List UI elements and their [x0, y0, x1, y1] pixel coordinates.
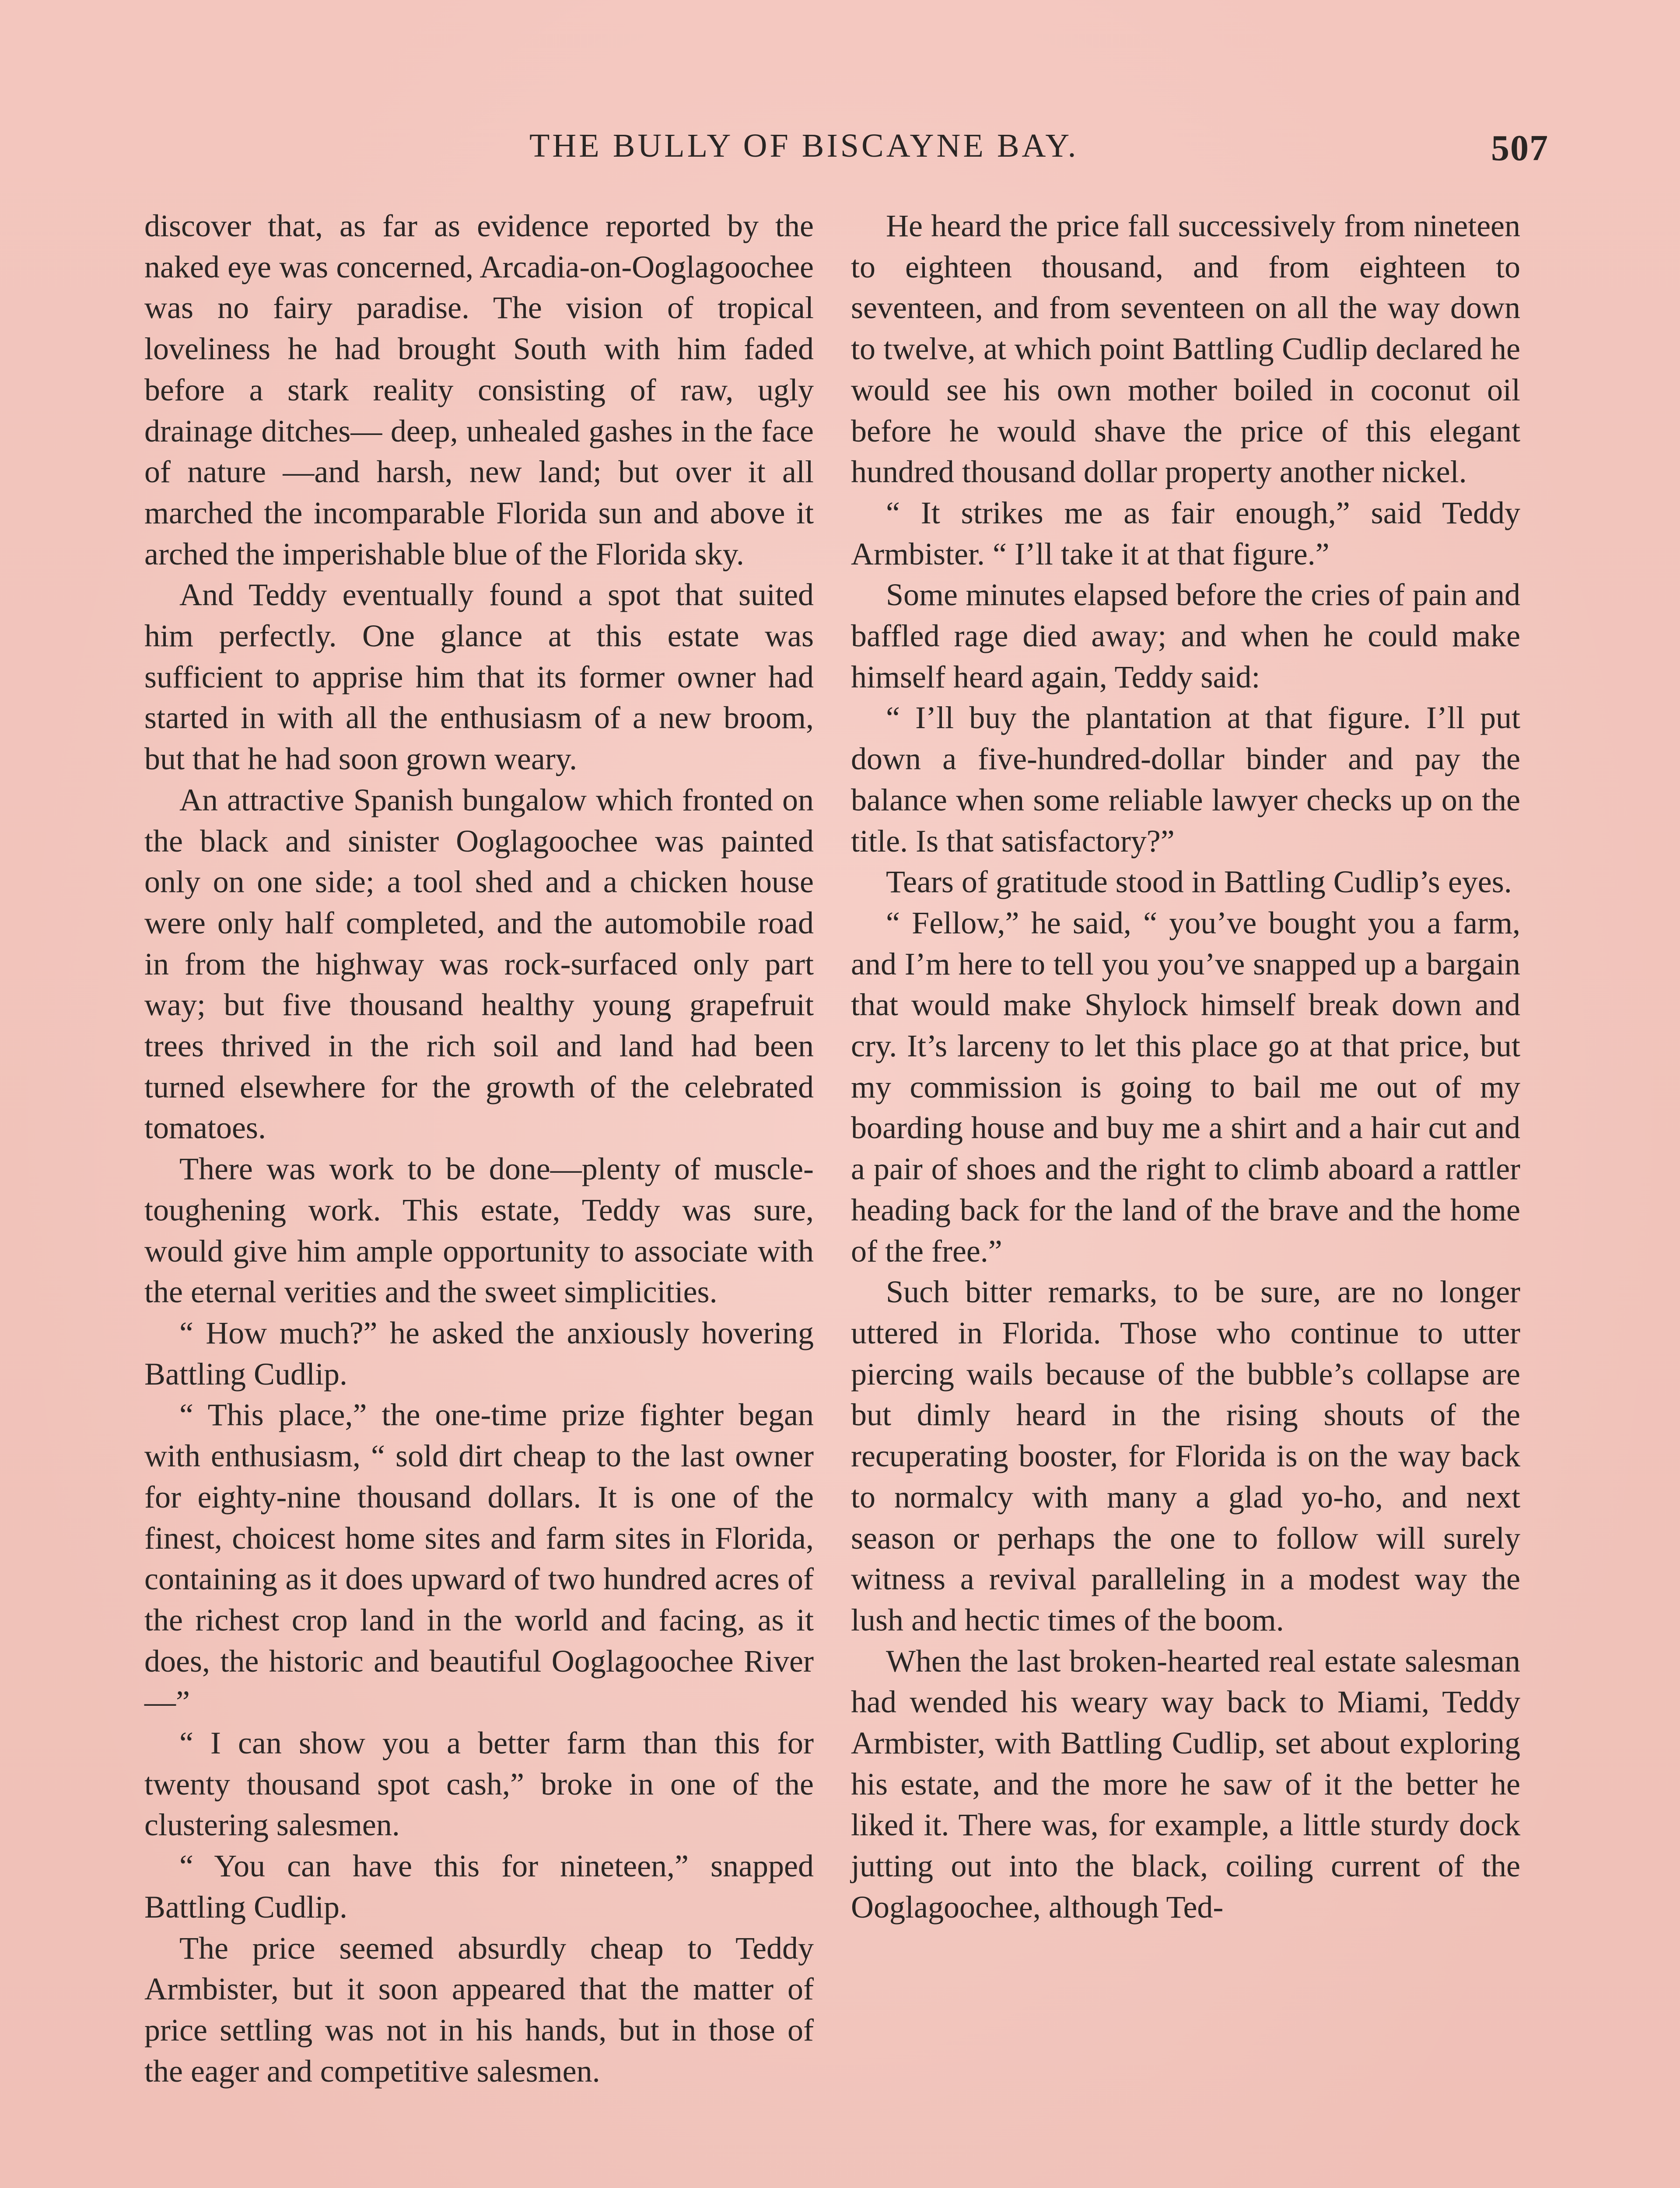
- page-number: 507: [1491, 128, 1549, 168]
- paragraph: And Teddy eventually found a spot that suited him perfectly. One glance at this estate was sufficient to apprise him that its former owner had started in with all the enthusiasm of a new broom, but that he had soon grown weary.: [144, 577, 814, 777]
- paragraph: Some minutes elapsed before the cries of pain and baffled rage died away; and when he could make himself heard again, Teddy said:: [851, 577, 1520, 694]
- paragraph: “ I’ll buy the plantation at that figure. I’ll put down a five-hundred-dollar binder and pay the balance when some reliable lawyer checks up on the title. Is that satisfactory?”: [851, 700, 1520, 859]
- paragraph: The price seemed absurdly cheap to Teddy Armbister, but it soon appeared that the matter of price settling was not in his hands, but in those of the eager and competitive salesmen.: [144, 1930, 814, 2089]
- paragraph: “ It strikes me as fair enough,” said Teddy Armbister. “ I’ll take it at that figure.”: [851, 495, 1520, 572]
- paragraph: “ Fellow,” he said, “ you’ve bought you a farm, and I’m here to tell you you’ve snapped up a bargain that would make Shylock himself break down and cry. It’s larceny to let this place go at that price, but my commission is going to bail me out of my boarding house and buy me a shirt and a hair cut and a pair of shoes and the right to climb aboard a rattler heading back for the land of the brave and the home of the free.”: [851, 905, 1520, 1269]
- paragraph: An attractive Spanish bungalow which fronted on the black and sinister Ooglagoochee was painted only on one side; a tool shed and a chicken house were only half completed, and the automobile road in from the highway was rock-surfaced only part way; but five thousand healthy young grapefruit trees thrived in the rich soil and land had been turned elsewhere for the growth of the celebrated tomatoes.: [144, 782, 814, 1146]
- paragraph: When the last broken-hearted real estate salesman had wended his weary way back to Miami, Teddy Armbister, with Battling Cudlip, set about exploring his estate, and the more he saw of it the better he liked it. There was, for example, a little sturdy dock jutting out into the black, coiling current of the Ooglagoochee, although Ted-: [851, 1643, 1520, 1925]
- paragraph: Tears of gratitude stood in Battling Cudlip’s eyes.: [886, 864, 1512, 900]
- paragraph: “ How much?” he asked the anxiously hovering Battling Cudlip.: [144, 1315, 814, 1392]
- paragraph: “ This place,” the one-time prize fighter began with enthusiasm, “ sold dirt cheap to the last owner for eighty-nine thousand dollars. It is one of the finest, choicest home sites and farm sites in Florida, containing as it does upward of two hundred acres of the richest crop land in the world and facing, as it does, the historic and beautiful Ooglagoochee River—”: [144, 1397, 814, 1720]
- paragraph: Such bitter remarks, to be sure, are no longer uttered in Florida. Those who continue to utter piercing wails because of the bubble’s collapse are but dimly heard in the rising shouts of the recuperating booster, for Florida is on the way back to normalcy with many a glad yo-ho, and next season or perhaps the one to follow will surely witness a revival paralleling in a modest way the lush and hectic times of the boom.: [851, 1274, 1520, 1637]
- paragraph: “ I can show you a better farm than this for twenty thousand spot cash,” broke in one of the clustering salesmen.: [144, 1725, 814, 1843]
- left-column: [144, 206, 814, 2092]
- paragraph: discover that, as far as evidence reported by the naked eye was concerned, Arcadia-on-Ooglagoochee was no fairy paradise. The vision of tropical loveliness he had brought South with him faded before a stark reality consisting of raw, ugly drainage ditches— deep, unhealed gashes in the face of nature —and harsh, new land; but over it all marched the incomparable Florida sun and above it arched the imperishable blue of the Florida sky.: [144, 208, 814, 572]
- paragraph: He heard the price fall successively from nineteen to eighteen thousand, and from eighteen to seventeen, and from seventeen on all the way down to twelve, at which point Battling Cudlip declared he would see his own mother boiled in coconut oil before he would shave the price of this elegant hundred thousand dollar property another nickel.: [851, 208, 1520, 490]
- running-title: THE BULLY OF BISCAYNE BAY.: [529, 127, 1079, 164]
- right-column: [851, 206, 1520, 1928]
- paragraph: There was work to be done—plenty of muscle-toughening work. This estate, Teddy was sure, would give him ample opportunity to associate with the eternal verities and the sweet simplicities.: [144, 1151, 814, 1310]
- paragraph: “ You can have this for nineteen,” snapped Battling Cudlip.: [144, 1848, 814, 1925]
